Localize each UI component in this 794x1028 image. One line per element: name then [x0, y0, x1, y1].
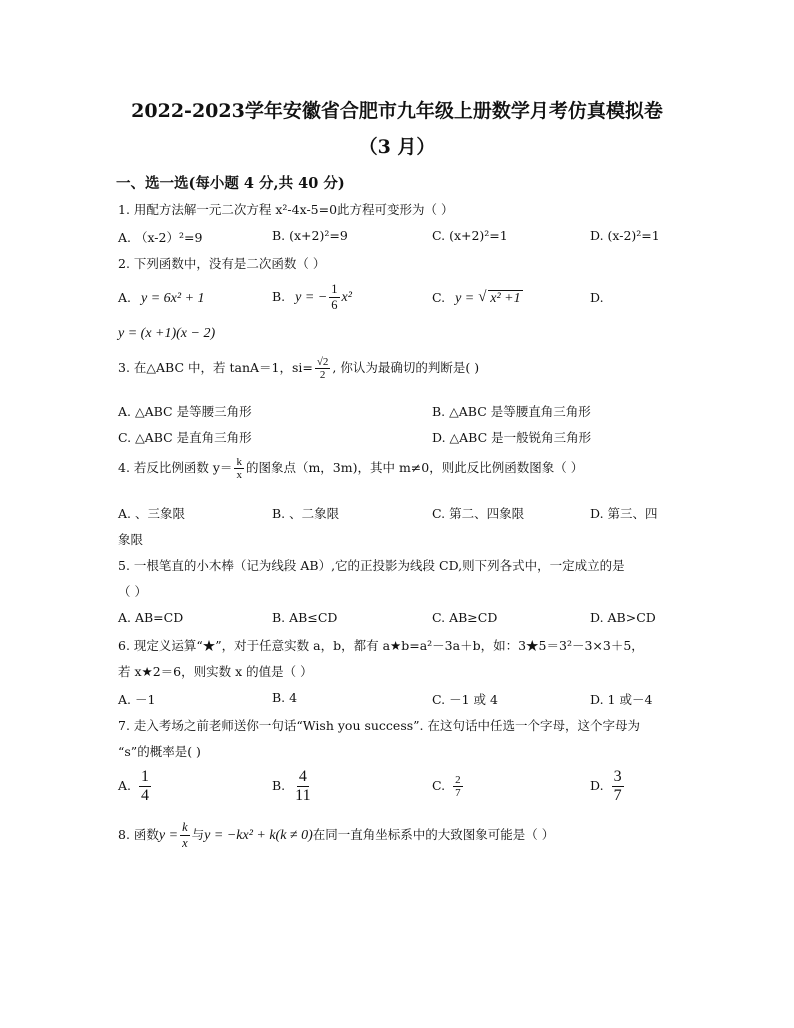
- question-5-stem: 5. 一根笔直的小木棒（记为线段 AB）,它的正投影为线段 CD,则下列各式中，一定成立的是: [118, 558, 625, 573]
- fraction-denominator: x: [182, 836, 188, 850]
- fraction: [612, 768, 624, 805]
- formula-1-lhs: y =: [158, 828, 179, 843]
- question-8-stem: [118, 820, 554, 851]
- radical-sign-icon: √: [478, 289, 487, 305]
- fraction-denominator: 11: [295, 787, 311, 804]
- question-1-stem: 1. 用配方法解一元二次方程 x²-4x-5=0此方程可变形为（ ）: [118, 202, 454, 217]
- question-7-stem-continued: “s”的概率是( ): [118, 744, 201, 759]
- fraction-numerator: 1: [331, 282, 338, 296]
- question-7-option-d: [590, 768, 626, 805]
- fraction-denominator: 2: [319, 369, 326, 381]
- fraction-numerator: 1: [141, 768, 150, 785]
- question-6-option-b: B. 4: [272, 690, 298, 705]
- radicand: x² +1: [490, 291, 521, 306]
- question-6-option-c: C. －1 或 4: [432, 692, 498, 707]
- question-1-option-c: C. (x+2)²=1: [432, 228, 508, 243]
- fraction-numerator: 2: [455, 774, 461, 786]
- question-5-option-d: D. AB>CD: [590, 610, 656, 625]
- option-formula-prefix: y = −: [295, 290, 328, 305]
- question-2-option-d-label: D.: [590, 290, 604, 305]
- question-3-option-c: C. △ABC 是直角三角形: [118, 430, 252, 445]
- question-4-option-b: B. 、二象限: [272, 506, 340, 521]
- question-4-option-d-continued: 象限: [118, 532, 144, 547]
- question-4-option-a: A. 、三象限: [118, 506, 185, 521]
- question-3-stem-post: , 你认为最确切的判断是( ): [332, 360, 480, 375]
- option-label: B.: [272, 289, 286, 304]
- question-6-stem: 6. 现定义运算“★”，对于任意实数 a，b，都有 a★b=a²－3a＋b，如：3★5＝3²－3×3＋5，: [118, 638, 644, 653]
- fraction-denominator: 7: [455, 787, 461, 799]
- formula-2: y = −kx² + k(k ≠ 0): [204, 828, 313, 843]
- question-1-option-a: A. （x-2）²=9: [118, 230, 203, 245]
- question-2-option-c: [432, 290, 523, 307]
- fraction: [315, 356, 331, 381]
- section-heading: 一、选一选(每小题 4 分,共 40 分): [116, 175, 345, 192]
- question-3-stem: [118, 356, 479, 381]
- question-7-stem: 7. 走入考场之前老师送你一句话“Wish you success”. 在这句话中任选一个字母，这个字母为: [118, 718, 640, 733]
- question-7-option-a: [118, 768, 153, 805]
- fraction-denominator: x: [236, 469, 242, 481]
- question-6-stem-continued: 若 x★2＝6，则实数 x 的值是（ ）: [118, 664, 313, 679]
- fraction-denominator: 4: [141, 787, 150, 804]
- exam-subtitle: （3 月）: [358, 136, 436, 158]
- option-formula-suffix: x²: [341, 290, 352, 305]
- fraction-numerator: k: [182, 820, 188, 834]
- square-root: [478, 291, 522, 307]
- question-3-option-d: D. △ABC 是一般锐角三角形: [432, 430, 592, 445]
- question-3-stem-pre: 3. 在△ABC 中，若 tanA＝1，si=: [118, 360, 313, 375]
- fraction: [329, 282, 339, 313]
- option-label: C.: [432, 778, 446, 793]
- question-6-option-d: D. 1 或－4: [590, 692, 653, 707]
- fraction-numerator: 4: [298, 768, 307, 785]
- option-label: B.: [272, 778, 286, 793]
- option-label: D.: [590, 778, 604, 793]
- fraction-numerator: k: [236, 456, 242, 468]
- question-8-stem-mid: 与: [191, 827, 205, 842]
- question-2-option-b: [272, 282, 352, 313]
- question-2-option-d: y = (x +1)(x − 2): [118, 326, 216, 341]
- question-3-option-b: B. △ABC 是等腰直角三角形: [432, 404, 591, 419]
- question-8-stem-pre: 8. 函数: [118, 827, 159, 842]
- option-formula-prefix: y =: [455, 291, 475, 306]
- question-4-stem-pre: 4. 若反比例函数 y＝: [118, 460, 233, 475]
- question-5-option-b: B. AB≤CD: [272, 610, 338, 625]
- exam-title: 2022-2023学年安徽省合肥市九年级上册数学月考仿真模拟卷: [131, 100, 663, 122]
- question-2-stem: 2. 下列函数中，没有是二次函数（ ）: [118, 256, 326, 271]
- question-2-option-a: [118, 290, 205, 307]
- question-4-option-d: D. 第三、四: [590, 506, 658, 521]
- fraction-numerator: 3: [613, 768, 622, 785]
- question-7-option-c: [432, 774, 465, 799]
- question-8-stem-post: 在同一直角坐标系中的大致图象可能是（ ）: [312, 827, 555, 842]
- question-5-option-c: C. AB≥CD: [432, 610, 498, 625]
- option-formula: y = 6x² + 1: [141, 291, 205, 306]
- fraction: [180, 820, 190, 851]
- question-4-option-c: C. 第二、四象限: [432, 506, 525, 521]
- question-1-option-b: B. (x+2)²=9: [272, 228, 348, 243]
- option-label: A.: [118, 290, 132, 305]
- option-label: A.: [118, 778, 132, 793]
- question-1-option-d: D. (x-2)²=1: [590, 228, 660, 243]
- question-4-stem-post: 的图象点（m，3m)，其中 m≠0，则此反比例函数图象（ ）: [245, 460, 584, 475]
- question-5-option-a: A. AB=CD: [118, 610, 184, 625]
- option-label: C.: [432, 290, 446, 305]
- fraction-numerator: √2: [316, 356, 329, 368]
- question-5-stem-continued: （ ）: [118, 584, 147, 599]
- question-6-option-a: A. －1: [118, 692, 156, 707]
- question-7-option-b: [272, 768, 315, 805]
- question-3-option-a: A. △ABC 是等腰三角形: [118, 404, 252, 419]
- question-4-stem: [118, 456, 583, 481]
- fraction: [139, 768, 151, 805]
- fraction-denominator: 6: [331, 298, 338, 312]
- fraction: [293, 768, 312, 805]
- fraction-denominator: 7: [613, 787, 622, 804]
- fraction: [453, 774, 463, 799]
- fraction: [234, 456, 244, 481]
